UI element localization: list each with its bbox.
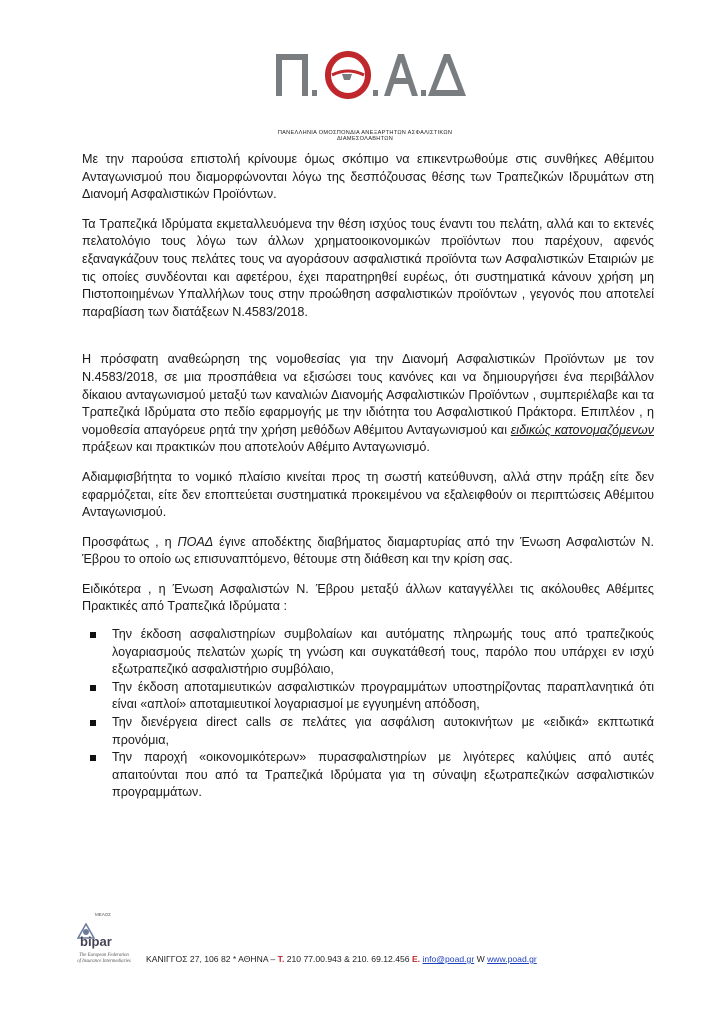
email-link[interactable]: info@poad.gr [422, 954, 475, 964]
bipar-subtitle-line-2: of Insurance Intermediaries [77, 958, 131, 964]
paragraph-3-text-a: Η πρόσφατη αναθεώρηση της νομοθεσίας για την Διανομή Ασφαλιστικών Προϊόντων με τον Ν.4583/2018, σε μια προσπάθεια να εξισώσει τους κανόνες και να δημιουργήσει ένα περιβάλλον δίκαιου ανταγωνισμού μεταξύ των καναλιών Διανομής Ασφαλιστικών Προϊόντων , συμπεριέλαβε και τα Τραπεζικά Ιδρύματα στο πεδίο εφαρμογής με την ιδιότητα του Ασφαλιστικού Πράκτορα. Επιπλέον , η νομοθεσία απαγόρευε ρητά την χρήση μεθόδων Αθέμιτου Ανταγωνισμού και [82, 352, 654, 437]
paragraph-1: Με την παρούσα επιστολή κρίνουμε όμως σκόπιμο να επικεντρωθούμε στις συνθήκες Αθέμιτου Ανταγωνισμού που διαμορφώνονται λόγω της δεσπόζουσας θέσης των Τραπεζικών Ιδρυμάτων στη Διανομή Ασφαλιστικών Προϊόντων. [82, 152, 654, 202]
bipar-name: bipar [80, 934, 112, 949]
list-item [82, 714, 654, 749]
list-item [82, 749, 654, 802]
paragraph-6: Ειδικότερα , η Ένωση Ασφαλιστών Ν. Έβρου μεταξύ άλλων καταγγέλλει τις ακόλουθες Αθέμιτες Πρακτικές από Τραπεζικά Ιδρύματα : [82, 581, 654, 614]
square-bullet-icon [90, 632, 96, 638]
bipar-subtitle-line-1: The European Federation [79, 953, 129, 958]
paragraph-3-text-b: πράξεων και πρακτικών που αποτελούν Αθέμιτο Ανταγωνισμό. [82, 440, 430, 455]
website-link[interactable]: www.poad.gr [487, 954, 537, 964]
address: ΚΑΝΙΓΓΟΣ 27, 106 82 * ΑΘΗΝΑ – [146, 954, 278, 964]
web-label: W [474, 954, 488, 964]
paragraph-5-emphasis: ΠΟΑΔ [177, 534, 214, 549]
list-item [82, 679, 654, 714]
letter-footer [0, 912, 728, 982]
list-item-text: Την διενέργεια direct calls σε πελάτες για ασφάλιση αυτοκινήτων με «ειδικά» εκπτωτικά προνόμια, [112, 715, 654, 747]
telephone: 210 77.00.943 & 210. 69.12.456 [284, 954, 412, 964]
square-bullet-icon [90, 685, 96, 691]
square-bullet-icon [90, 755, 96, 761]
letter-body [82, 151, 654, 802]
header-logo [0, 34, 728, 142]
practices-list [82, 626, 654, 802]
email-label: E. [411, 954, 421, 964]
paragraph-5-text-b: έγινε αποδέκτης διαβήματος διαμαρτυρίας από την Ένωση Ασφαλιστών Ν. Έβρου το οποίο ως επισυναπτόμενο, θέτουμε στη διάθεση και την κρίση σας. [82, 534, 655, 567]
paragraph-3-emphasis: ειδικώς κατονομαζόμενων [510, 422, 654, 437]
list-item-text: Την έκδοση ασφαλιστηρίων συμβολαίων και αυτόματης πληρωμής τους από τραπεζικούς λογαριασμούς πελατών χωρίς τη γνώση και συγκατάθεσή τους, παρόλο που υπάρχει εν ισχύ εξωτραπεζικό ασφαλιστήριο συμβόλαιο, [112, 627, 654, 677]
contact-line [146, 954, 537, 964]
poad-logo-mark [270, 40, 470, 100]
paragraph-3 [82, 351, 654, 457]
tel-label: Τ. [277, 954, 285, 964]
bipar-logo [68, 912, 138, 980]
list-item-text: Την παροχή «οικονομικότερων» πυρασφαλιστηρίων με λιγότερες καλύψεις από αυτές απαιτούνται που από τα Τραπεζικά Ιδρύματα για τη σύναψη εξωτραπεζικών ασφαλιστικών προγραμμάτων. [112, 750, 654, 800]
square-bullet-icon [90, 720, 96, 726]
bipar-members-label: ΜΕΛΟΣ [95, 912, 111, 917]
list-item-text: Την έκδοση αποταμιευτικών ασφαλιστικών προγραμμάτων υποστηρίζοντας παραπλανητικά ότι είναι «απλοί» αποταμιευτικοί λογαριασμοί με εγγυημένη απόδοση, [112, 679, 654, 712]
paragraph-5-text-a: Προσφάτως , η [82, 534, 178, 549]
federation-subtitle: ΠΑΝΕΛΛΗΝΙΑ ΟΜΟΣΠΟΝΔΙΑ ΑΝΕΞΑΡΤΗΤΩΝ ΑΣΦΑΛΙΣΤΙΚΩΝ ΔΙΑΜΕΣΟΛΑΒΗΤΩΝ [277, 130, 453, 142]
paragraph-2: Τα Τραπεζικά Ιδρύματα εκμεταλλευόμενα την θέση ισχύος τους έναντι του πελάτη, αλλά και το εκτενές πελατολόγιο τους λόγω των άλλων χρηματοοικονομικών προϊόντων που παρέχουν, αφενός εξαναγκάζουν τους πελάτες τους να αγοράσουν ασφαλιστικά προϊόντα των Ασφαλιστικών Εταιριών με τις οποίες συνδέονται και αφετέρου, έχει παρατηρηθεί ευρέως, ότι συστηματικά κάνουν χρήση μη Πιστοποιημένων Υπαλλήλων τους στην προώθηση ασφαλιστικών προϊόντων , γεγονός που αποτελεί παραβίαση των διατάξεων Ν.4583/2018. [82, 216, 654, 319]
list-item [82, 626, 654, 679]
paragraph-5 [82, 534, 654, 569]
bipar-subtitle [68, 953, 140, 965]
paragraph-4: Αδιαμφισβήτητα το νομικό πλαίσιο κινείται προς τη σωστή κατεύθυνση, αλλά στην πράξη είτε δεν εφαρμόζεται, είτε δεν εποπτεύεται συστηματικά προκειμένου να εξαλειφθούν οι περιπτώσεις Αθέμιτου Ανταγωνισμού. [82, 469, 654, 520]
